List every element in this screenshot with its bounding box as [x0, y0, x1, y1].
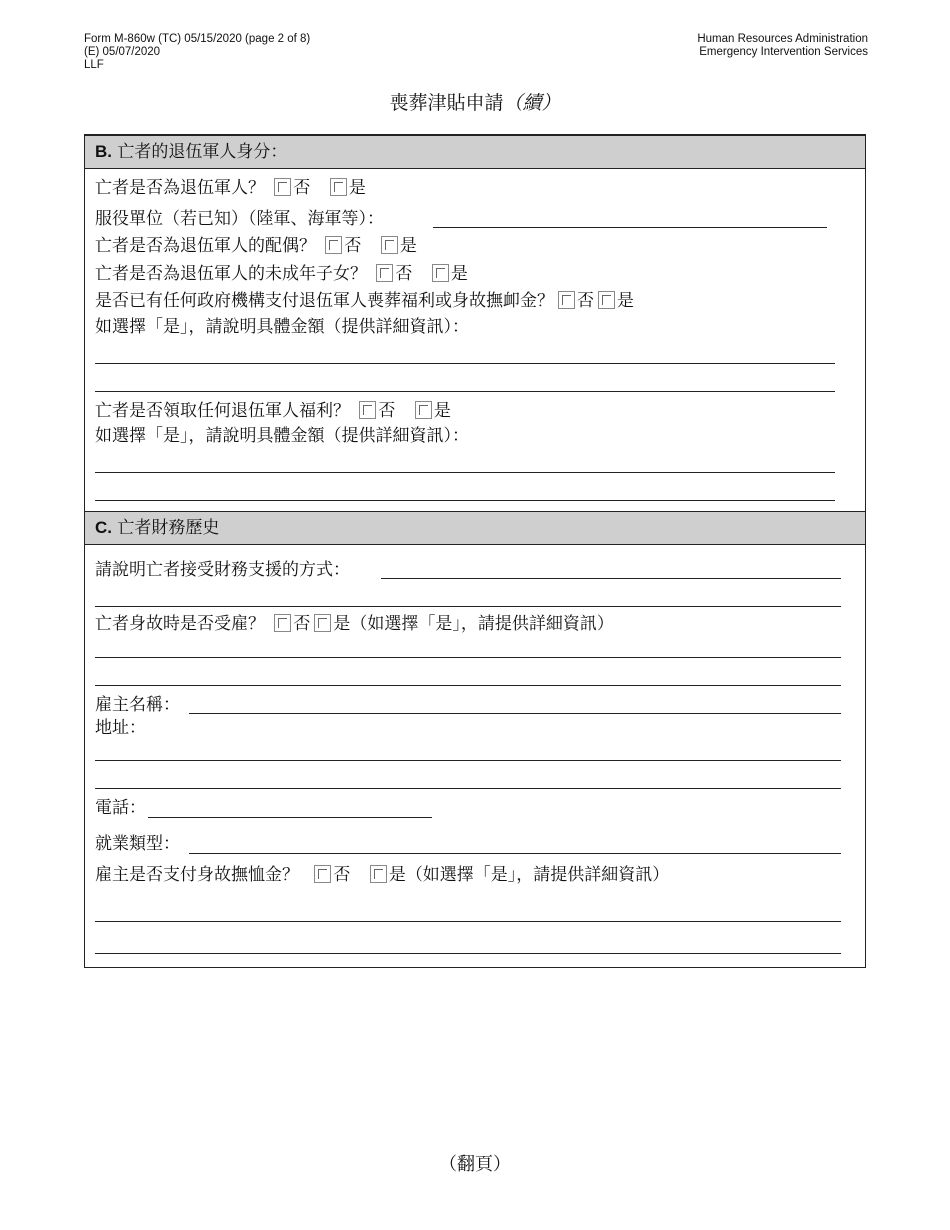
gov-paid-question: 是否已有任何政府機構支付退伍軍人喪葬福利或身故撫卹金？ 否 是: [95, 291, 634, 311]
spouse-question: 亡者是否為退伍軍人的配偶？ 否 是: [95, 236, 417, 256]
amount-field-1b[interactable]: [95, 391, 835, 392]
child-no-checkbox[interactable]: [376, 264, 393, 282]
address-field-2[interactable]: [95, 788, 841, 789]
child-yes-checkbox[interactable]: [432, 264, 449, 282]
form-box: [84, 134, 866, 968]
employed-yes-checkbox[interactable]: [314, 614, 331, 632]
service-unit-field[interactable]: [433, 227, 827, 228]
address-field-1[interactable]: [95, 760, 841, 761]
veteran-question: 亡者是否為退伍軍人？ 否 是: [95, 178, 366, 198]
financial-support-label: 請說明亡者接受財務支援的方式：: [95, 560, 350, 580]
section-b-heading: B. 亡者的退伍軍人身分：: [85, 135, 865, 169]
title-suffix: （續）: [503, 92, 561, 114]
employer-paid-details-field-2[interactable]: [95, 953, 841, 954]
form-edition: (E) 05/07/2020: [84, 46, 161, 58]
employer-name-label: 雇主名稱：: [95, 695, 180, 715]
employer-paid-question: 雇主是否支付身故撫恤金？ 否 是（如選擇「是」，請提供詳細資訊）: [95, 865, 670, 885]
page-title: [0, 88, 950, 115]
form-number: Form M-860w (TC) 05/15/2020 (page 2 of 8): [84, 33, 311, 45]
employed-details-field-2[interactable]: [95, 685, 841, 686]
gov-paid-yes-checkbox[interactable]: [598, 291, 615, 309]
service-unit-label: 服役單位（若已知）（陸軍、海軍等）：: [95, 209, 384, 229]
section-c-heading: C. 亡者財務歷史: [85, 511, 865, 545]
employer-name-field[interactable]: [189, 713, 841, 714]
form-code: LLF: [84, 59, 104, 71]
veteran-no-checkbox[interactable]: [274, 178, 291, 196]
veteran-yes-checkbox[interactable]: [330, 178, 347, 196]
amount-instruction-1: 如選擇「是」，請說明具體金額（提供詳細資訊）：: [95, 317, 469, 337]
gov-paid-no-checkbox[interactable]: [558, 291, 575, 309]
employer-paid-details-field-1[interactable]: [95, 921, 841, 922]
agency-unit: Emergency Intervention Services: [699, 46, 868, 58]
child-question: 亡者是否為退伍軍人的未成年子女？ 否 是: [95, 264, 468, 284]
title-main: 喪葬津貼申請: [389, 92, 504, 114]
employer-paid-yes-checkbox[interactable]: [370, 865, 387, 883]
financial-support-field-2[interactable]: [95, 606, 841, 607]
agency-name: Human Resources Administration: [697, 33, 868, 45]
phone-field[interactable]: [148, 817, 432, 818]
amount-field-2b[interactable]: [95, 500, 835, 501]
employment-type-label: 就業類型：: [95, 834, 180, 854]
financial-support-field-1[interactable]: [381, 578, 841, 579]
amount-instruction-2: 如選擇「是」，請說明具體金額（提供詳細資訊）：: [95, 426, 469, 446]
employment-type-field[interactable]: [189, 853, 841, 854]
form-header-left: [84, 33, 310, 72]
employer-paid-no-checkbox[interactable]: [314, 865, 331, 883]
benefits-yes-checkbox[interactable]: [415, 401, 432, 419]
benefits-question: 亡者是否領取任何退伍軍人福利？ 否 是: [95, 401, 451, 421]
turn-page-note: （翻頁）: [439, 1154, 511, 1175]
amount-field-2a[interactable]: [95, 472, 835, 473]
form-header-right: [697, 33, 868, 59]
benefits-no-checkbox[interactable]: [359, 401, 376, 419]
spouse-yes-checkbox[interactable]: [381, 236, 398, 254]
spouse-no-checkbox[interactable]: [325, 236, 342, 254]
employed-question: 亡者身故時是否受雇？ 否 是（如選擇「是」，請提供詳細資訊）: [95, 614, 614, 634]
employed-details-field-1[interactable]: [95, 657, 841, 658]
employed-no-checkbox[interactable]: [274, 614, 291, 632]
phone-label: 電話：: [95, 798, 146, 818]
amount-field-1a[interactable]: [95, 363, 835, 364]
address-label: 地址：: [95, 718, 146, 738]
